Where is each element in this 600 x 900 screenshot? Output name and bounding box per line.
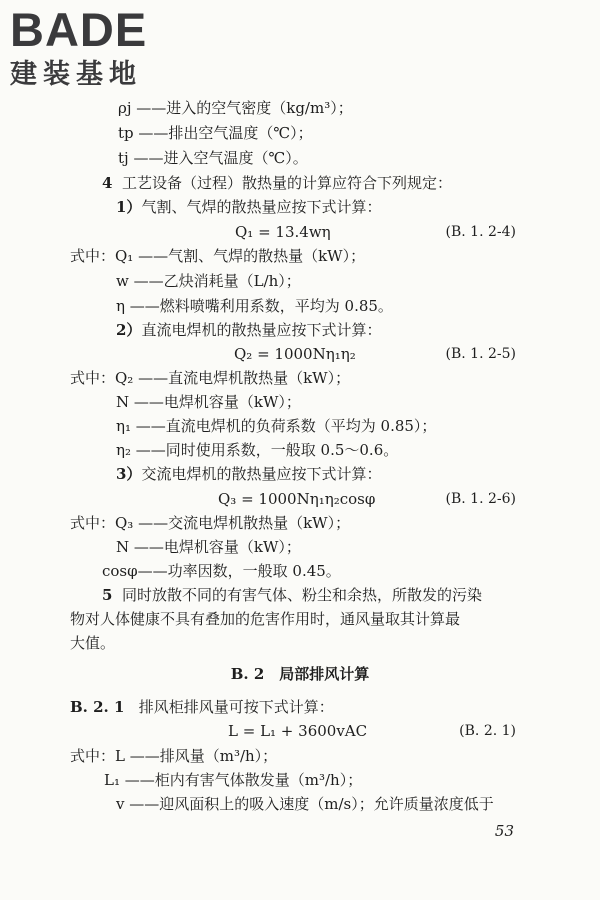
where-q1: 式中：Q₁ ——气割、气焊的散热量（kW）； [70,247,366,265]
section-heading: B. 2 局部排风计算 [230,665,370,683]
clause-number: 5 [102,586,113,604]
clause-5-cont: 物对人体健康不具有叠加的危害作用时，通风量取其计算最 [70,610,461,628]
variable-eta: η ——燃料喷嘴利用系数，平均为 0.85。 [116,297,393,315]
variable-t-p: tp ——排出空气温度（℃）； [118,124,313,142]
formula-tag: (B. 2. 1) [459,723,516,739]
logo-wordmark: BADE [10,3,148,56]
formula-b-1-2-6: Q₃ = 1000Nη₁η₂cosφ [218,490,376,508]
clause-5 [102,585,482,605]
variable-eta1: η₁ ——直流电焊机的负荷系数（平均为 0.85）； [116,417,437,435]
item-text: 直流电焊机的散热量应按下式计算： [141,321,382,339]
variable-rho-j: ρj ——进入的空气密度（kg/m³）； [118,99,353,117]
item-2 [116,320,381,340]
logo-subtitle: 建装基地 [10,59,142,90]
clause-text: 排风柜排风量可按下式计算： [138,698,334,716]
clause-text: 工艺设备（过程）散热量的计算应符合下列规定： [121,174,452,192]
item-number: 3） [116,465,142,483]
formula-b-1-2-5: Q₂ = 1000Nη₁η₂ [234,345,356,363]
clause-text: 同时放散不同的有害气体、粉尘和余热，所散发的污染 [121,586,482,604]
item-number: 2） [116,321,142,339]
formula-b-1-2-4: Q₁ = 13.4wη [235,223,331,241]
variable-w: w ——乙炔消耗量（L/h）； [116,272,301,290]
clause-b-2-1 [70,697,334,717]
variable-t-j: tj ——进入空气温度（℃）。 [118,149,308,167]
clause-5-cont: 大值。 [70,634,116,652]
formula-tag: (B. 1. 2-6) [445,491,516,507]
clause-number: B. 2. 1 [70,698,125,716]
formula-b-2-1: L = L₁ + 3600vAC [228,722,368,740]
clause-number: 4 [102,174,113,192]
bade-logo [10,3,148,91]
item-text: 交流电焊机的散热量应按下式计算： [141,465,382,483]
formula-tag: (B. 1. 2-5) [445,346,516,362]
item-number: 1） [116,198,142,216]
item-1 [116,197,381,217]
variable-eta2: η₂ ——同时使用系数，一般取 0.5～0.6。 [116,441,399,459]
variable-n: N ——电焊机容量（kW）； [116,393,301,411]
variable-n: N ——电焊机容量（kW）； [116,538,301,556]
where-q3: 式中：Q₃ ——交流电焊机散热量（kW）； [70,514,351,532]
page-number: 53 [494,822,514,840]
item-3 [116,464,381,484]
clause-4 [102,173,452,193]
formula-tag: (B. 1. 2-4) [445,224,516,240]
where-q2: 式中：Q₂ ——直流电焊机散热量（kW）； [70,369,351,387]
item-text: 气割、气焊的散热量应按下式计算： [141,198,382,216]
where-l: 式中：L ——排风量（m³/h）； [70,747,278,765]
variable-cosphi: cosφ——功率因数，一般取 0.45。 [102,562,341,580]
variable-v: v ——迎风面积上的吸入速度（m/s）；允许质量浓度低于 [116,795,494,813]
variable-l1: L₁ ——柜内有害气体散发量（m³/h）； [104,771,363,789]
